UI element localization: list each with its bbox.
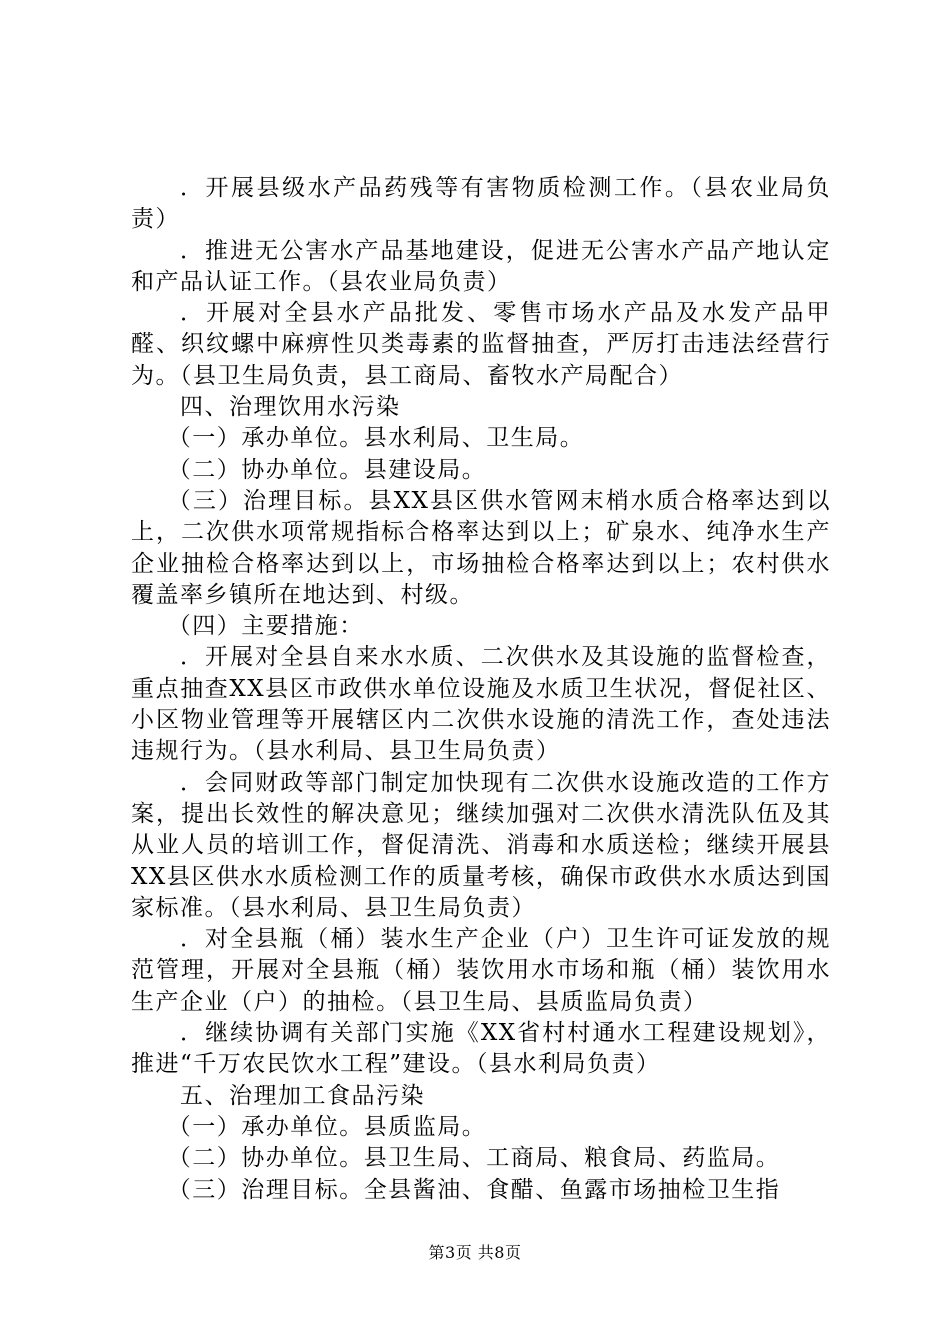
paragraph: （一）承办单位。县水利局、卫生局。 — [167, 425, 585, 452]
paragraph: ．开展县级水产品药残等有害物质检测工作。（县农业局负责） — [131, 175, 831, 233]
paragraph: （二）协办单位。县卫生局、工商局、粮食局、药监局。 — [167, 1145, 781, 1172]
paragraph: ．推进无公害水产品基地建设，促进无公害水产品产地认定和产品认证工作。（县农业局负责） — [131, 237, 831, 295]
paragraph: （一）承办单位。县质监局。 — [167, 1113, 487, 1140]
document-body — [131, 173, 831, 1206]
paragraph: （三）治理目标。县XX县区供水管网末梢水质合格率达到以上，二次供水项常规指标合格率达到以上；矿泉水、纯净水生产企业抽检合格率达到以上，市场抽检合格率达到以上；农村供水覆盖率乡镇所在地达到、村级。 — [131, 487, 831, 608]
paragraph: ．开展对全县自来水水质、二次供水及其设施的监督检查，重点抽查XX县区市政供水单位设施及水质卫生状况，督促社区、小区物业管理等开展辖区内二次供水设施的清洗工作，查处违法违规行为。（县水利局、县卫生局负责） — [131, 644, 831, 765]
paragraph: ．会同财政等部门制定加快现有二次供水设施改造的工作方案，提出长效性的解决意见；继续加强对二次供水清洗队伍及其从业人员的培训工作，督促清洗、消毒和水质送检；继续开展县XX县区供水水质检测工作的质量考核，确保市政供水水质达到国家标准。（县水利局、县卫生局负责） — [131, 769, 831, 921]
page-footer: 第3页 共8页 — [428, 1243, 522, 1262]
paragraph: ．对全县瓶（桶）装水生产企业（户）卫生许可证发放的规范管理，开展对全县瓶（桶）装饮用水市场和瓶（桶）装饮用水生产企业（户）的抽检。（县卫生局、县质监局负责） — [131, 926, 831, 1015]
paragraph: （三）治理目标。全县酱油、食醋、鱼露市场抽检卫生指 — [167, 1176, 781, 1203]
paragraph: ．开展对全县水产品批发、零售市场水产品及水发产品甲醛、织纹螺中麻痹性贝类毒素的监督抽查，严厉打击违法经营行为。（县卫生局负责，县工商局、畜牧水产局配合） — [131, 300, 831, 389]
paragraph: （二）协办单位。县建设局。 — [167, 456, 487, 483]
paragraph: 五、治理加工食品污染 — [180, 1082, 425, 1109]
paragraph: （四）主要措施： — [167, 613, 364, 640]
paragraph: ．继续协调有关部门实施《XX省村村通水工程建设规划》，推进“千万农民饮水工程”建设。（县水利局负责） — [131, 1020, 831, 1078]
paragraph: 四、治理饮用水污染 — [180, 394, 401, 421]
